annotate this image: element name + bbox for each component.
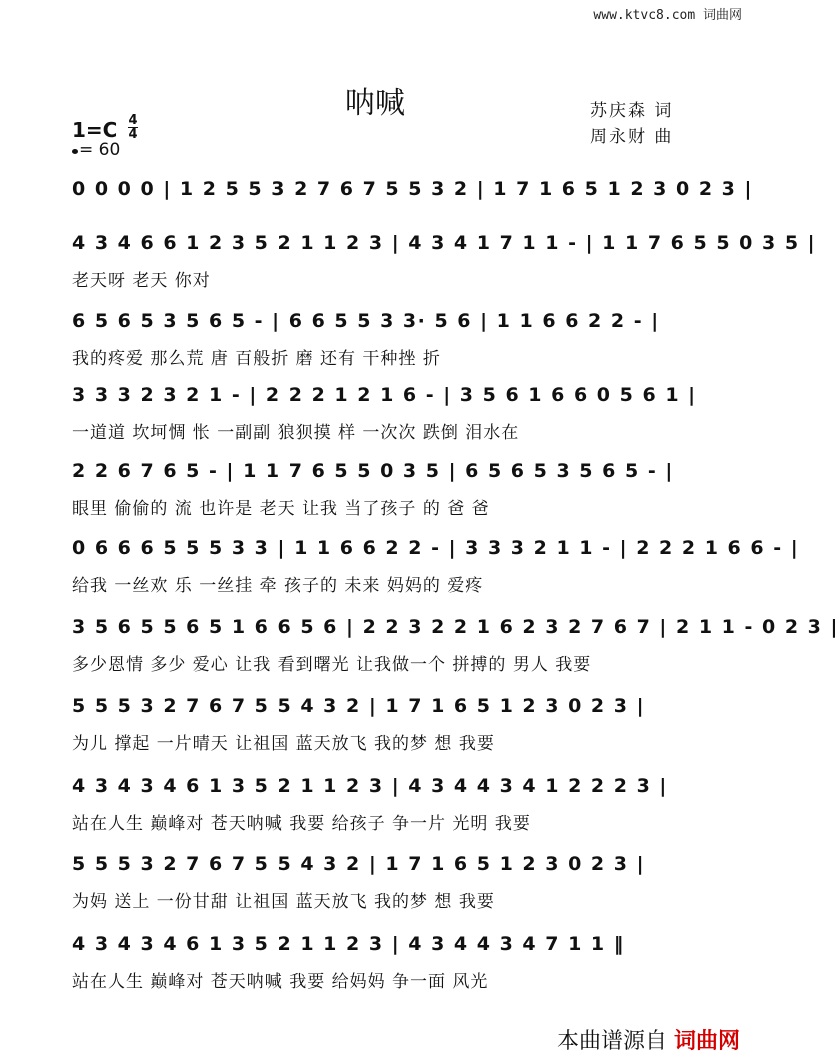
site-watermark: www.ktvc8.com 词曲网 [593, 8, 742, 23]
key-signature: 1=C [72, 118, 118, 142]
song-title: 呐喊 [345, 86, 405, 121]
notation-row: 4 3 4 3 4 6 1 3 5 2 1 1 2 3 | 4 3 4 4 3 4 7 1 1 ‖ [72, 933, 625, 955]
lyric-row: 眼里 偷偷的 流 也许是 老天 让我 当了孩子 的 爸 爸 [72, 499, 490, 519]
footer-brand: 词曲网 [673, 1029, 740, 1054]
lyric-row: 给我 一丝欢 乐 一丝挂 牵 孩子的 未来 妈妈的 爱疼 [72, 576, 484, 596]
notation-row: 3 3 3 2 3 2 1 - | 2 2 2 1 2 1 6 - | 3 5 6 1 6 6 0 5 6 1 | [72, 384, 697, 406]
tempo-marking [72, 140, 120, 160]
notation-row: 0 0 0 0 | 1 2 5 5 3 2 7 6 7 5 5 3 2 | 1 7 1 6 5 1 2 3 0 2 3 | [72, 178, 753, 200]
lyric-row: 老天呀 老天 你对 [72, 271, 211, 291]
time-signature [128, 114, 138, 141]
notation-row: 2 2 6 7 6 5 - | 1 1 7 6 5 5 0 3 5 | 6 5 6 5 3 5 6 5 - | [72, 460, 674, 482]
notation-row: 4 3 4 3 4 6 1 3 5 2 1 1 2 3 | 4 3 4 4 3 4 1 2 2 2 3 | [72, 775, 668, 797]
lyric-row: 一道道 坎坷惆 怅 一副副 狼狈摸 样 一次次 跌倒 泪水在 [72, 423, 520, 443]
time-sig-top: 4 [128, 113, 138, 128]
time-sig-bottom: 4 [128, 127, 138, 142]
lyric-row: 为儿 撑起 一片晴天 让祖国 蓝天放飞 我的梦 想 我要 [72, 734, 495, 754]
footer-source [557, 1024, 740, 1055]
tempo-value: = 60 [79, 140, 121, 160]
lyricist-credit: 苏庆森 词 [590, 101, 674, 121]
composer-credit: 周永财 曲 [590, 127, 674, 147]
lyric-row: 站在人生 巅峰对 苍天呐喊 我要 给孩子 争一片 光明 我要 [72, 814, 531, 834]
lyric-row: 为妈 送上 一份甘甜 让祖国 蓝天放飞 我的梦 想 我要 [72, 892, 495, 912]
notation-row: 6 5 6 5 3 5 6 5 - | 6 6 5 5 3 3· 5 6 | 1 1 6 6 2 2 - | [72, 310, 660, 332]
lyric-row: 站在人生 巅峰对 苍天呐喊 我要 给妈妈 争一面 风光 [72, 972, 489, 992]
footer-prefix: 本曲谱源自 [556, 1029, 667, 1054]
lyric-row: 我的疼爱 那么荒 唐 百般折 磨 还有 干种挫 折 [72, 349, 441, 369]
quarter-note-icon [72, 149, 78, 154]
notation-row: 4 3 4 6 6 1 2 3 5 2 1 1 2 3 | 4 3 4 1 7 1 1 - | 1 1 7 6 5 5 0 3 5 | [72, 232, 817, 254]
notation-row: 3 5 6 5 5 6 5 1 6 6 5 6 | 2 2 3 2 2 1 6 2 3 2 7 6 7 | 2 1 1 - 0 2 3 | [72, 616, 839, 638]
notation-row: 5 5 5 3 2 7 6 7 5 5 4 3 2 | 1 7 1 6 5 1 2 3 0 2 3 | [72, 695, 646, 717]
notation-row: 5 5 5 3 2 7 6 7 5 5 4 3 2 | 1 7 1 6 5 1 2 3 0 2 3 | [72, 853, 646, 875]
lyric-row: 多少恩情 多少 爱心 让我 看到曙光 让我做一个 拼搏的 男人 我要 [72, 655, 592, 675]
notation-row: 0 6 6 6 5 5 5 3 3 | 1 1 6 6 2 2 - | 3 3 3 2 1 1 - | 2 2 2 1 6 6 - | [72, 537, 800, 559]
